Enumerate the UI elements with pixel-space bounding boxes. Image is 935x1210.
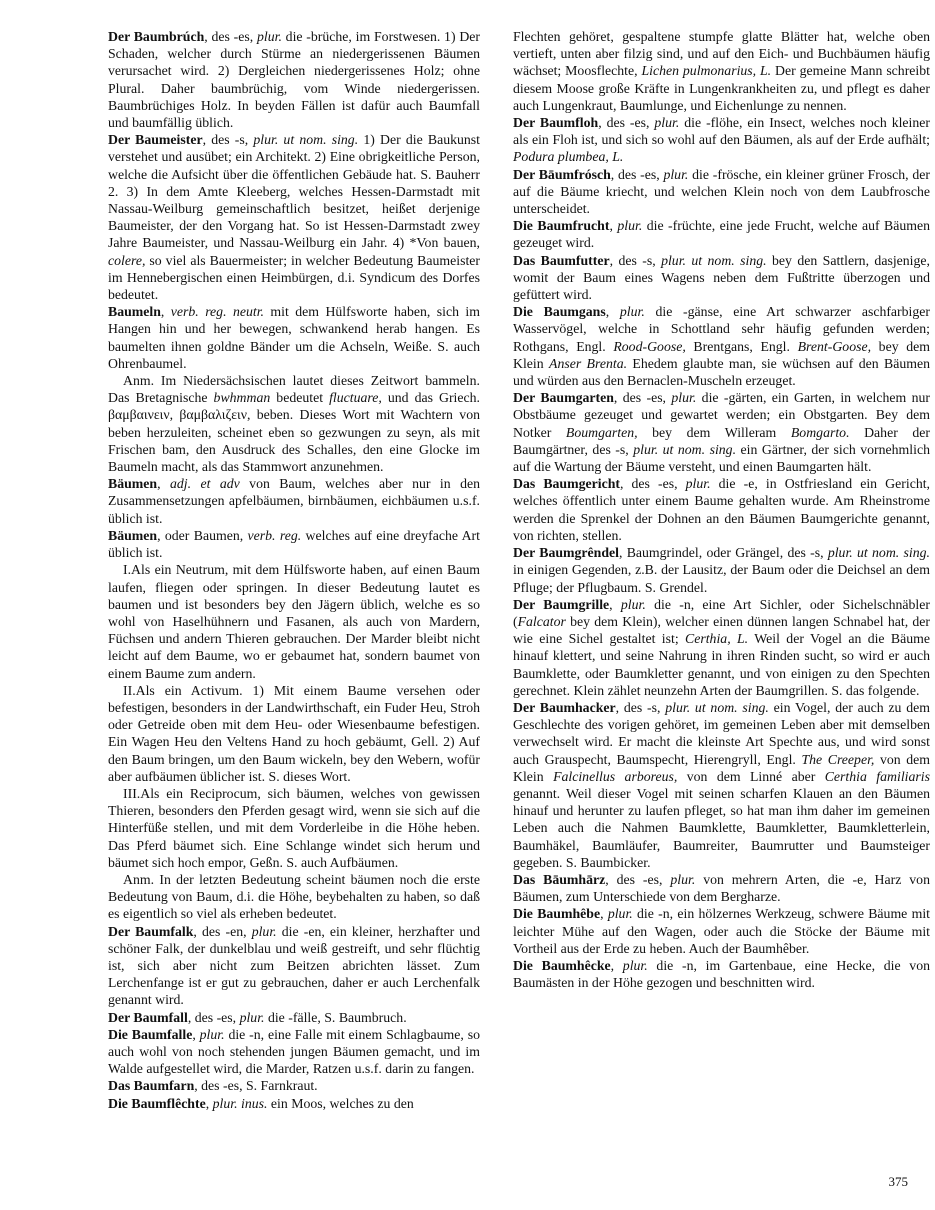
body-text: die -en, ein kleiner, herzhafter und schöner Falk, der dunkelblau und weiß gestreift, und sehr flüchtig ist, sich aber nicht zum Beitzen abrichten lässet. Zum Lerchenfange ist er gut zu gebrauchen, daher er auch Lerchenfalk genannt wird. [108, 923, 480, 1008]
dictionary-entry [513, 905, 930, 957]
entry-headword: Bäumen [108, 527, 158, 543]
body-text: , des -es, [204, 29, 257, 44]
body-text: bey dem Klein), welcher einen dünnen langen Schnabel hat, der wie eine Sichel gestaltet ist; [513, 613, 930, 647]
body-text: , [610, 957, 623, 973]
body-text: die -brüche, im Forstwesen. 1) Der Schaden, welcher durch Stürme an niedergerissenen Bäumen verursachet wird. 2) Dergleichen niedergerissenes Holz; ohne Plural. Daher baumbrüchig, vom Winde niedergerissen. Baumbrüchiges Holz. In beyden Fällen ist dafür auch Baumfall und baumfällig üblich. [108, 29, 481, 131]
italic-term: plur. inus. [212, 1095, 268, 1111]
entry-headword: Die Baumfrucht [513, 218, 610, 234]
body-text: ein Gärtner, der sich vornehmlich auf die Wartung der Bäume versteht, und einen Baumgarten hält. [513, 441, 930, 475]
body-text: , [192, 1026, 200, 1042]
entry-headword: Der Baumfloh [513, 115, 599, 131]
entry-headword: Der Baumfall [108, 1009, 188, 1025]
body-text: , [157, 476, 170, 492]
italic-term: plur. [622, 957, 648, 973]
dictionary-entry [513, 166, 930, 218]
body-text: bey dem Willeram [637, 424, 791, 440]
italic-term: Brent-Goose, [797, 338, 872, 354]
body-text: in einigen Gegenden, z.B. der Lausitz, der Baum oder die Deichsel an dem Pfluge; der Pflugbaum. S. Grendel. [513, 562, 930, 595]
body-text: , [160, 304, 171, 320]
italic-term: colere, [108, 252, 146, 268]
italic-term: Rood-Goose, [613, 338, 686, 354]
body-text: , des -es, [605, 871, 671, 887]
body-text: , [205, 1095, 213, 1111]
italic-term: Anser Brenta. [549, 355, 628, 371]
body-text: Weil der Vogel an die Bäume hinauf klettert, und seine Nahrung in ihren Rinden sucht, so wird er auch Baumklette, oder Baumkletter genannt, und von einigen zu den Spechten gerechnet. Klein zählet neunzehn Arten der Baumgrillen. S. das folgende. [513, 631, 930, 698]
dictionary-entry [513, 544, 930, 596]
italic-term: plur. [617, 218, 643, 234]
body-text: , des -es, [613, 390, 672, 406]
body-text: von Baum, welches aber nur in den Zusammensetzungen apfelbäumen, birnbäumen, eichbäumen u.s.f. üblich ist. [108, 476, 480, 526]
body-text: , des -es, [187, 1009, 240, 1025]
body-text: die -frösche, ein kleiner grüner Frosch, der auf die Bäume kriecht, und welchen Klein noch von dem Laubfrosche unterscheidet. [513, 166, 930, 217]
body-text: die -n, ein hölzernes Werkzeug, schwere Bäume mit leichter Mühe auf den Wagen, oder auch die Stöcke der Bäume mit Vortheil aus der Erde zu heben. Auch der Baumhêber. [513, 906, 930, 956]
italic-term: plur. [685, 476, 711, 492]
text-paragraph [108, 561, 480, 681]
italic-term: plur. [654, 115, 680, 131]
dictionary-entry [108, 1095, 480, 1112]
entry-headword: Das Baumgericht [513, 476, 620, 492]
body-text: von dem Klein [513, 751, 930, 784]
dictionary-entry [108, 475, 480, 527]
body-text: bedeutet [270, 390, 330, 406]
right-column [513, 28, 930, 991]
italic-term: Certhia, L. [685, 631, 749, 647]
italic-term: plur. ut nom. sing. [253, 132, 359, 148]
entry-headword: Der Baumgarten [513, 390, 614, 406]
body-text: , oder Baumen, [157, 527, 248, 543]
entry-headword: Die Baumfalle [108, 1026, 193, 1042]
body-text: II.Als ein Activum. 1) Mit einem Baume versehen oder befestigen, besonders in der Landwirthschaft, ein Fuder Heu, Stroh oder Getreide oben mit dem Heu- oder Wiesenbaume befestigen. Ein Wagen Heu den Veltens Hand zu hoch gebäumt, Gell. 2) Auf den Baum bringen, um den Baum wickeln, bey den Webern, wofür aber aufbäumen üblicher ist. S. dieses Wort. [108, 682, 480, 784]
body-text: bey den Sattlern, dasjenige, womit der Baum eines Wagens neben dem Fußtritte überzogen und gefüttert wird. [513, 252, 930, 303]
body-text: genannt. Weil dieser Vogel mit seinen scharfen Klauen an den Bäumen hinauf und herunter zu laufen pfleget, so hat man ihm daher im gemeinen Leben auch die Nahmen Baumklette, Baumkletter, Baumkletterlein, Baumhäkel, Baumläufer, Baumreiter, Baumrutter und Baumsteiger gegeben. S. Baumbicker. [513, 785, 930, 870]
body-text: Ehedem glaubte man, sie wüchsen auf den Bäumen und würden aus den Bernaclen-Muscheln erzeuget. [513, 355, 930, 389]
body-text: Der gemeine Mann schreibt diesem Moose große Kräfte in Lungenkrankheiten zu, und pflegt es daher auch Lungenkraut, Baumlunge, und Eichenlunge zu nennen. [513, 63, 930, 113]
body-text: ein Moos, welches zu den [267, 1095, 414, 1111]
body-text: , [605, 304, 620, 320]
italic-term: fluctuare, [329, 390, 382, 406]
body-text: Flechten gehöret, gespaltene stumpfe glatte Blätter hat, welche oben vertieft, unten aber filzig sind, und auf den Eich- und Buchbäumen häufig wächset; Moosflechte, [513, 29, 930, 79]
body-text: die -fälle, S. Baumbruch. [264, 1009, 407, 1025]
italic-term: plur. ut nom. sing. [633, 441, 737, 457]
body-text: , des -es, [619, 476, 686, 492]
dictionary-entry [108, 527, 480, 561]
body-text: 1) Der die Baukunst verstehet und ausübet; ein Architekt. 2) Eine obrigkeitliche Person, welche die Aufsicht über die öffentlichen Gebäude hat. S. Bauherr 2. 3) In dem Amte Kleeberg, welches Hessen-Darmstadt mit Nassau-Weilburg gemeinschaftlich besitzet, heißet derjenige Baumeister, der den Vorgang hat. So ist Hessen-Darmstadt zwey Jahre Baumeister, und Nassau-Weilburg ein Jahr. 4) *Von bauen, [108, 132, 480, 251]
dictionary-entry [513, 871, 930, 905]
body-text: , [609, 596, 621, 612]
body-text: , des -s, [615, 699, 666, 715]
italic-term: Falcator [517, 613, 566, 629]
dictionary-entry [513, 596, 930, 699]
body-text: I.Als ein Neutrum, mit dem Hülfsworte haben, auf einen Baum laufen, fliegen oder springen. In dieser Bedeutung lautet es baumen und ist besonders bey den Jägern üblich, welche es so wohl von Haselhühnern und Fasanen, als auch von Mardern, Füchsen und andern Thieren gebrauchen. Der Marder bleibt nicht leicht auf dem Baume, wo er gebaumet hat, sondern baumet von einem Baume zum andern. [108, 562, 480, 681]
body-text: die -gärten, ein Garten, in welchem nur Obstbäume gezeuget und gewartet werden; ein Obstgarten. Bey dem Notker [513, 390, 930, 440]
italic-term: plur. ut nom. sing. [661, 252, 767, 268]
body-text: ein Vogel, der auch zu dem Geschlechte des vorigen gehöret, im gemeinen Leben aber mit demselben verwechselt wird. Er macht die kleinste Art Spechte aus, und wird sonst auch Grauspecht, Baumspecht, Hierengryll, Engl. [513, 699, 930, 767]
italic-term: plur. [256, 29, 282, 44]
body-text: die -n, eine Falle mit einem Schlagbaume, so auch wohl von noch stehenden jungen Bäumen gemacht, und im Walde aufgestellet wird, die Marder, Ratzen u.s.f. darin zu fangen. [108, 1026, 480, 1077]
body-text: so viel als Bauermeister; in welcher Bedeutung Baumeister im Hennebergischen einen Heimbürgen, d.i. Syndicum des Dorfes bedeutet. [108, 252, 480, 303]
body-text: und das Griech. βαμβαινειν, βαμβαλιζειν, beben. Dieses Wort mit Wachtern von beben herzuleiten, scheinet eben so gezwungen zu seyn, als mit Frischen bam, den Ausdruck des Schalles, den eine Glocke im Baumeln macht, als das Stammwort anzunehmen. [108, 390, 480, 475]
italic-term: plur. [199, 1026, 225, 1042]
dictionary-entry [513, 699, 930, 871]
entry-headword: Bäumen [108, 476, 158, 492]
body-text: , Baumgrindel, oder Grängel, des -s, [618, 545, 828, 561]
body-text: , des -en, [193, 923, 252, 939]
page-number: 375 [888, 1174, 908, 1189]
dictionary-entry [108, 28, 480, 131]
dictionary-entry [108, 131, 480, 303]
italic-term: plur. [620, 596, 646, 612]
italic-term: Falcinellus arboreus, [553, 768, 678, 784]
entry-continuation [513, 28, 930, 114]
body-text: die -früchte, eine jede Frucht, welche auf Bäumen gezeuget wird. [513, 218, 931, 251]
body-text: die -n, eine Art Sichler, oder Sichelschnäbler ( [513, 596, 930, 629]
body-text: , [600, 906, 608, 922]
dictionary-entry [513, 389, 930, 475]
entry-headword: Der Baumfalk [108, 923, 194, 939]
italic-term: Bomgarto. [790, 424, 850, 440]
body-text: , [609, 218, 618, 234]
body-text: die -gänse, eine Art schwarzer aschfarbiger Wasservögel, welche in Schottland sehr häufig gefunden werden; Rothgans, Engl. [513, 304, 930, 354]
italic-term: verb. reg. [247, 527, 302, 543]
body-text: , des -s, [609, 252, 662, 268]
italic-term: Certhia familiaris [824, 768, 930, 784]
dictionary-entry [513, 217, 930, 251]
body-text: , des -es, S. Farnkraut. [194, 1078, 318, 1094]
italic-term: plur. [663, 166, 689, 182]
italic-term: plur. [619, 304, 645, 320]
entry-headword: Das Baumfarn [108, 1078, 195, 1094]
body-text: mit dem Hülfsworte haben, sich im Hangen hin und her bewegen, schwankend herab hangen. Es baumelten ihnen goldne Bänder um die Achseln, Weiße. S. auch Ohrenbaumel. [108, 304, 480, 371]
dictionary-entry [108, 1026, 480, 1078]
dictionary-entry [108, 1009, 480, 1026]
entry-headword: Die Baumflêchte [108, 1095, 206, 1111]
body-text: Anm. Im Niedersächsischen lautet dieses Zeitwort bammeln. Das Bretagnische [108, 373, 480, 406]
body-text: , des -es, [610, 166, 664, 182]
italic-term: adj. et adv [169, 476, 240, 492]
body-text: von mehrern Arten, die -e, Harz von Bäumen, zum Unterschiede von dem Bergharze. [513, 871, 930, 905]
text-paragraph [108, 871, 480, 923]
italic-term: plur. ut nom. sing. [665, 699, 769, 715]
body-text: , des -es, [598, 115, 655, 131]
entry-headword: Die Baumhêbe [513, 906, 601, 922]
body-text: , des -s, [202, 132, 254, 148]
entry-headword: Der Baumgrille [513, 596, 610, 612]
body-text: die -n, im Gartenbaue, eine Hecke, die von Baumästen in der Höhe gezogen und beschnitten wird. [513, 957, 931, 991]
entry-headword: Das Baumfutter [513, 252, 610, 268]
italic-term: Lichen pulmonarius, L. [641, 63, 772, 79]
entry-headword: Baumeln [108, 304, 161, 320]
italic-term: Podura plumbea, L. [513, 149, 624, 165]
body-text: welches auf eine dreyfache Art üblich ist. [108, 527, 480, 561]
italic-term: verb. reg. neutr. [170, 304, 264, 320]
entry-headword: Die Baumhêcke [513, 957, 611, 973]
entry-headword: Der Baumeister [108, 132, 203, 148]
dictionary-entry [108, 303, 480, 372]
italic-term: Boumgarten, [565, 424, 638, 440]
entry-headword: Die Baumgans [513, 304, 606, 320]
body-text: Anm. In der letzten Bedeutung scheint bäumen noch die erste Bedeutung von Baum, d.i. die Höhe, beybehalten zu haben, so daß es eigentlich so viel als erheben bedeutet. [108, 871, 480, 922]
left-column [108, 28, 480, 1112]
italic-term: plur. [607, 906, 633, 922]
entry-headword: Das Bāumhārz [513, 871, 606, 887]
text-paragraph [108, 682, 480, 785]
italic-term: plur. [251, 923, 277, 939]
dictionary-entry [513, 475, 930, 544]
italic-term: plur. ut nom. sing. [827, 545, 930, 561]
dictionary-entry [513, 252, 930, 304]
body-text: von dem Linné aber [677, 768, 825, 784]
text-paragraph [108, 372, 480, 475]
dictionary-entry [513, 303, 930, 389]
body-text: Brentgans, Engl. [685, 338, 798, 354]
dictionary-entry [513, 114, 930, 166]
italic-term: The Creeper, [801, 751, 875, 767]
entry-headword: Der Baumbrúch [108, 29, 205, 44]
body-text: bey dem Klein [513, 338, 930, 371]
body-text: III.Als ein Reciprocum, sich bäumen, welches von gewissen Thieren, besonders den Pferden gesagt wird, wenn sie sich auf die Hinterfüße stellen, und mit dem Vorderleibe in die Höhe heben. Das Pferd bäumet sich. Eine Schlange windet sich herum und bäumet sich hoch empor, Geßn. S. auch Aufbäumen. [108, 785, 480, 870]
entry-headword: Der Bāumfrósch [513, 166, 611, 182]
dictionary-entry [513, 957, 930, 991]
italic-term: plur. [671, 390, 697, 406]
italic-term: plur. [670, 871, 696, 887]
body-text: die -e, in Ostfriesland ein Gericht, welches öffentlich unter einem Baume gehalten wurde. Am Rheinstrome werden die Sprenkel der Dohnen an den Bäumen Baumgerichte genannt, von richten, stellen. [513, 476, 930, 543]
dictionary-entry [108, 1077, 480, 1094]
body-text: die -flöhe, ein Insect, welches noch kleiner als ein Floh ist, und sich so wohl auf den Bäumen, als auf der Erde aufhält; [513, 115, 930, 148]
entry-headword: Der Baumgrêndel [513, 545, 619, 561]
italic-term: bwhmman [213, 390, 271, 406]
dictionary-entry [108, 923, 480, 1009]
italic-term: plur. [239, 1009, 265, 1025]
text-paragraph [108, 785, 480, 871]
entry-headword: Der Baumhacker [513, 699, 616, 715]
body-text: Daher der Baumgärtner, des -s, [513, 424, 930, 457]
